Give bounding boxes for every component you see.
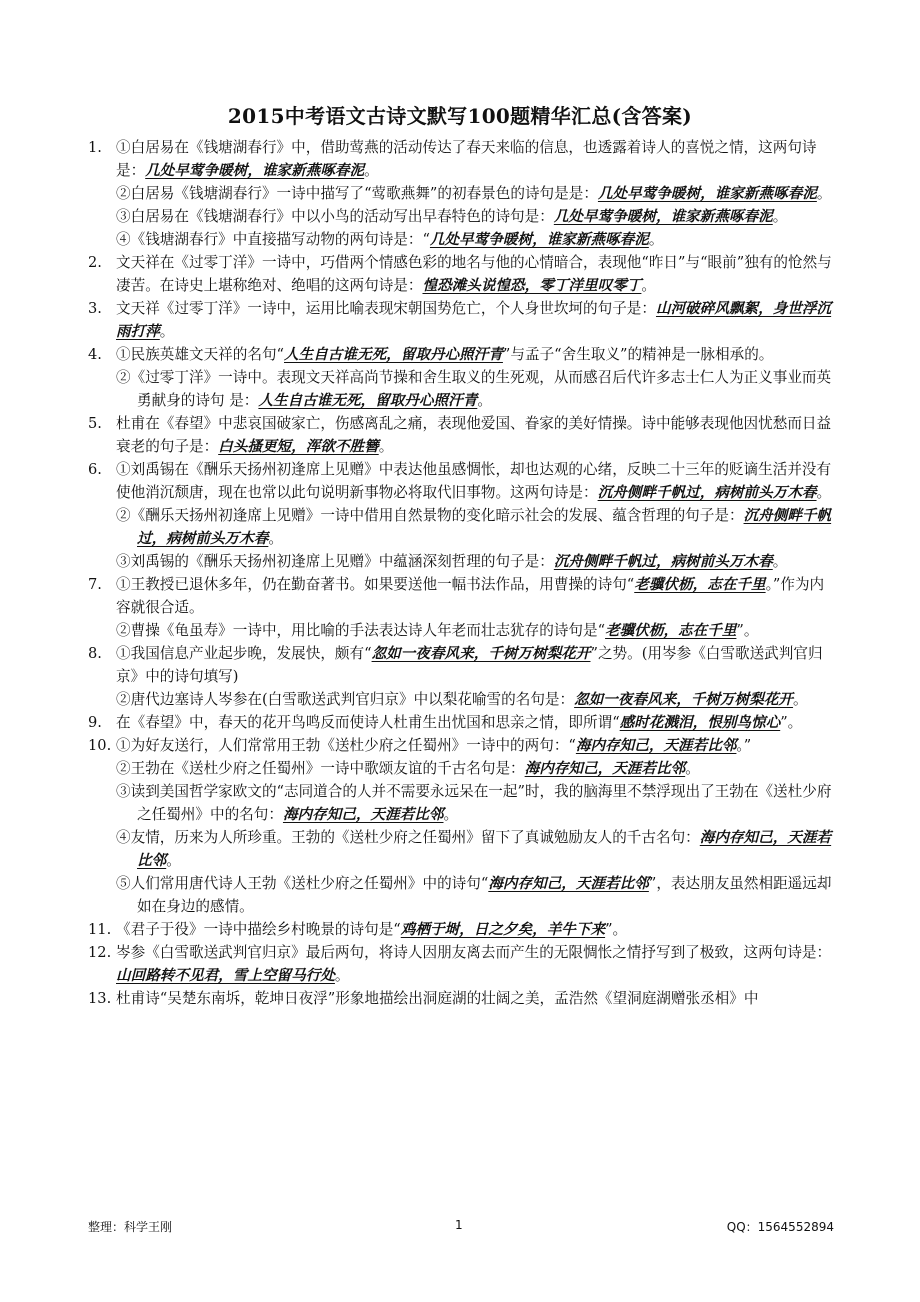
question-prompt: ①白居易在《钱塘湖春行》中，借助莺燕的活动传达了春天来临的信息，也透露着诗人的喜悦之情，这两句诗是：: [116, 139, 817, 179]
question-suffix: 。: [816, 484, 832, 501]
question-text: [116, 297, 834, 343]
answer-text: 惶恐滩头说惶恐，零丁洋里叹零丁: [422, 277, 642, 294]
question-prompt: ②白居易《钱塘湖春行》一诗中描写了“莺歌燕舞”的初春景色的诗句是是：: [116, 185, 598, 202]
question-suffix: 。: [334, 967, 350, 984]
question-text: [116, 228, 834, 251]
question-number: 11.: [88, 921, 112, 938]
question-text: [116, 251, 834, 297]
question-text: [116, 918, 834, 941]
question-text: [116, 780, 834, 826]
question-prompt: ②《酬乐天扬州初逢席上见赠》一诗中借用自然景物的变化暗示社会的发展、蕴含哲理的句子是：: [116, 507, 744, 524]
question-prompt: 在《春望》中，春天的花开鸟鸣反而使诗人杜甫生出忧国和思亲之情，即所谓“: [116, 714, 620, 731]
question-number: 10.: [88, 737, 112, 754]
question-number: 12.: [88, 944, 112, 961]
question-number: 9.: [88, 714, 102, 731]
question-item: [88, 136, 834, 251]
question-prompt: ③读到美国哲学家欧文的“志同道合的人并不需要永远呆在一起”时，我的脑海里不禁浮现出了王勃在《送杜少府之任蜀州》中的名句：: [116, 783, 832, 823]
question-item: [88, 251, 834, 297]
question-item: [88, 573, 834, 642]
answer-text: 山河破碎风飘絮，身世浮沉雨打萍: [116, 300, 832, 340]
question-suffix: 。: [443, 806, 459, 823]
question-prompt: 文天祥《过零丁洋》一诗中，运用比喻表现宋朝国势危亡，个人身世坎坷的句子是：: [116, 300, 656, 317]
answer-text: 忽如一夜春风来，千树万树梨花开: [371, 645, 591, 662]
question-text: [116, 642, 834, 688]
question-prompt: 杜甫诗“吴楚东南坼，乾坤日夜浮”形象地描绘出洞庭湖的壮阔之美，孟浩然《望洞庭湖赠张丞相》中: [116, 990, 759, 1007]
question-number: 2.: [88, 254, 102, 271]
question-item: [88, 458, 834, 573]
question-text: [116, 757, 834, 780]
answer-text: 山回路转不见君，雪上空留马行处: [116, 967, 335, 984]
answer-text: 人生自古谁无死，留取丹心照汗青: [284, 346, 503, 363]
question-suffix: 。”作为内容就很合适。: [116, 576, 825, 616]
question-prompt: 岑参《白雪歌送武判官归京》最后两句，将诗人因朋友离去而产生的无限惆怅之情抒写到了极致，这两句诗是：: [116, 944, 832, 961]
question-suffix: ”。: [780, 714, 803, 731]
answer-text: 海内存知己，天涯若比邻: [488, 875, 649, 892]
question-suffix: ”。: [605, 921, 628, 938]
answer-text: 沉舟侧畔千帆过，病树前头万木春: [553, 553, 773, 570]
question-prompt: ①王教授已退休多年，仍在勤奋著书。如果要送他一幅书法作品，用曹操的诗句“: [116, 576, 635, 593]
question-item: [88, 412, 834, 458]
question-suffix: ”，表达朋友虽然相距遥远却如在身边的感情。: [137, 875, 832, 915]
question-item: [88, 642, 834, 711]
question-item: [88, 941, 834, 987]
question-suffix: 。”: [736, 737, 752, 754]
answer-text: 鸡栖于埘，日之夕矣，羊牛下来: [400, 921, 606, 938]
question-text: [116, 941, 834, 987]
question-text: [116, 826, 834, 872]
question-prompt: 《君子于役》一诗中描绘乡村晚景的诗句是“: [116, 921, 401, 938]
footer-author: 整理：科学王刚: [88, 1220, 173, 1234]
answer-text: 感时花溅泪，恨别鸟惊心: [619, 714, 781, 731]
question-item: [88, 734, 834, 918]
page-footer: [88, 1218, 834, 1238]
question-suffix: ”。: [736, 622, 759, 639]
question-text: [116, 619, 834, 642]
question-prompt: ②曹操《龟虽寿》一诗中，用比喻的手法表达诗人年老而壮志犹存的诗句是“: [116, 622, 606, 639]
question-text: [116, 550, 834, 573]
question-prompt: 杜甫在《春望》中悲哀国破家亡，伤感离乱之痛，表现他爱国、眷家的美好情操。诗中能够表现他因忧愁而日益衰老的句子是：: [116, 415, 832, 455]
question-prompt: ②王勃在《送杜少府之任蜀州》一诗中歌颂友谊的千古名句是：: [116, 760, 525, 777]
question-suffix: 。: [816, 185, 832, 202]
answer-text: 人生自古谁无死，留取丹心照汗青: [258, 392, 478, 409]
answer-text: 老骥伏枥，志在千里: [605, 622, 737, 639]
answer-text: 几处早莺争暖树，谁家新燕啄春泥: [597, 185, 817, 202]
answer-text: 白头搔更短，浑欲不胜簪: [218, 438, 379, 455]
question-item: [88, 297, 834, 343]
question-suffix: 。: [477, 392, 492, 409]
question-text: [116, 504, 834, 550]
question-item: [88, 987, 834, 1010]
question-prompt: ①我国信息产业起步晚，发展快，颇有“: [116, 645, 372, 662]
answer-text: 海内存知己，天涯若比邻: [282, 806, 444, 823]
question-suffix: 。: [378, 438, 394, 455]
question-suffix: 。: [685, 760, 700, 777]
answer-text: 几处早莺争暖树，谁家新燕啄春泥: [553, 208, 773, 225]
question-suffix: ”之势。(用岑参《白雪歌送武判官归京》中的诗句填写): [116, 645, 823, 685]
question-number: 6.: [88, 461, 102, 478]
question-text: [116, 366, 834, 412]
question-text: [116, 458, 834, 504]
question-number: 5.: [88, 415, 102, 432]
question-prompt: ③白居易在《钱塘湖春行》中以小鸟的活动写出早春特色的诗句是：: [116, 208, 554, 225]
question-suffix: 。: [166, 852, 181, 869]
question-text: [116, 987, 834, 1010]
question-suffix: 。: [772, 208, 788, 225]
question-text: [116, 182, 834, 205]
question-list: [88, 136, 834, 1010]
answer-text: 忽如一夜春风来，千树万树梨花开: [574, 691, 794, 708]
question-text: [116, 573, 834, 619]
question-text: [116, 136, 834, 182]
question-prompt: ①刘禹锡在《酬乐天扬州初逢席上见赠》中表达他虽感惆怅，却也达观的心绪，反映二十三年的贬谪生活并没有使他消沉颓唐，现在也常以此句说明新事物必将取代旧事物。这两句诗是：: [116, 461, 832, 501]
question-item: [88, 343, 834, 412]
question-number: 1.: [88, 139, 102, 156]
question-text: [116, 688, 834, 711]
question-prompt: ③刘禹锡的《酬乐天扬州初逢席上见赠》中蕴涵深刻哲理的句子是：: [116, 553, 554, 570]
question-prompt: 文天祥在《过零丁洋》一诗中，巧借两个情感色彩的地名与他的心情暗合，表现他“昨日”与“眼前”独有的怆然与凄苦。在诗史上堪称绝对、绝唱的这两句诗是：: [116, 254, 832, 294]
footer-page-number: 1: [455, 1218, 463, 1232]
question-text: [116, 711, 834, 734]
question-suffix: 。: [648, 231, 664, 248]
question-prompt: ②《过零丁洋》一诗中。表现文天祥高尚节操和舍生取义的生死观，从而感召后代许多志士仁人为正义事业而英勇献身的诗句 是：: [116, 369, 832, 409]
answer-text: 海内存知己，天涯若比邻: [575, 737, 737, 754]
question-item: [88, 711, 834, 734]
page-title: 2015中考语文古诗文默写100题精华汇总(含答案): [227, 104, 693, 128]
question-suffix: 。: [268, 530, 283, 547]
question-number: 3.: [88, 300, 102, 317]
question-text: [116, 872, 834, 918]
question-text: [116, 343, 834, 366]
answer-text: 几处早莺争暖树，谁家新燕啄春泥: [145, 162, 365, 179]
question-suffix: 。: [772, 553, 788, 570]
question-number: 13.: [88, 990, 112, 1007]
question-number: 4.: [88, 346, 102, 363]
question-text: [116, 734, 834, 757]
question-number: 8.: [88, 645, 102, 662]
question-number: 7.: [88, 576, 102, 593]
question-suffix: ”与孟子“舍生取义”的精神是一脉相承的。: [502, 346, 774, 363]
answer-text: 海内存知己，天涯若比邻: [524, 760, 686, 777]
question-prompt: ②唐代边塞诗人岑参在(白雪歌送武判官归京》中以梨花喻雪的名句是：: [116, 691, 575, 708]
answer-text: 沉舟侧畔千帆过，病树前头万木春: [137, 507, 832, 547]
question-prompt: ④友情，历来为人所珍重。王勃的《送杜少府之任蜀州》留下了真诚勉励友人的千古名句：: [116, 829, 700, 846]
footer-qq: QQ：1564552894: [726, 1220, 834, 1234]
question-suffix: 。: [364, 162, 379, 179]
answer-text: 沉舟侧畔千帆过，病树前头万木春: [597, 484, 817, 501]
question-prompt: ①民族英雄文天祥的名句“: [116, 346, 284, 363]
question-item: [88, 918, 834, 941]
question-prompt: ⑤人们常用唐代诗人王勃《送杜少府之任蜀州》中的诗句“: [116, 875, 489, 892]
answer-text: 海内存知己，天涯若比邻: [137, 829, 832, 869]
question-text: [116, 205, 834, 228]
question-prompt: ④《钱塘湖春行》中直接描写动物的两句诗是：“: [116, 231, 430, 248]
answer-text: 几处早莺争暖树，谁家新燕啄春泥: [429, 231, 649, 248]
question-text: [116, 412, 834, 458]
answer-text: 老骥伏枥，志在千里: [634, 576, 766, 593]
question-suffix: 。: [641, 277, 657, 294]
question-prompt: ①为好友送行，人们常常用王勃《送杜少府之任蜀州》一诗中的两句：“: [116, 737, 576, 754]
question-suffix: 。: [793, 691, 808, 708]
question-suffix: 。: [159, 323, 175, 340]
